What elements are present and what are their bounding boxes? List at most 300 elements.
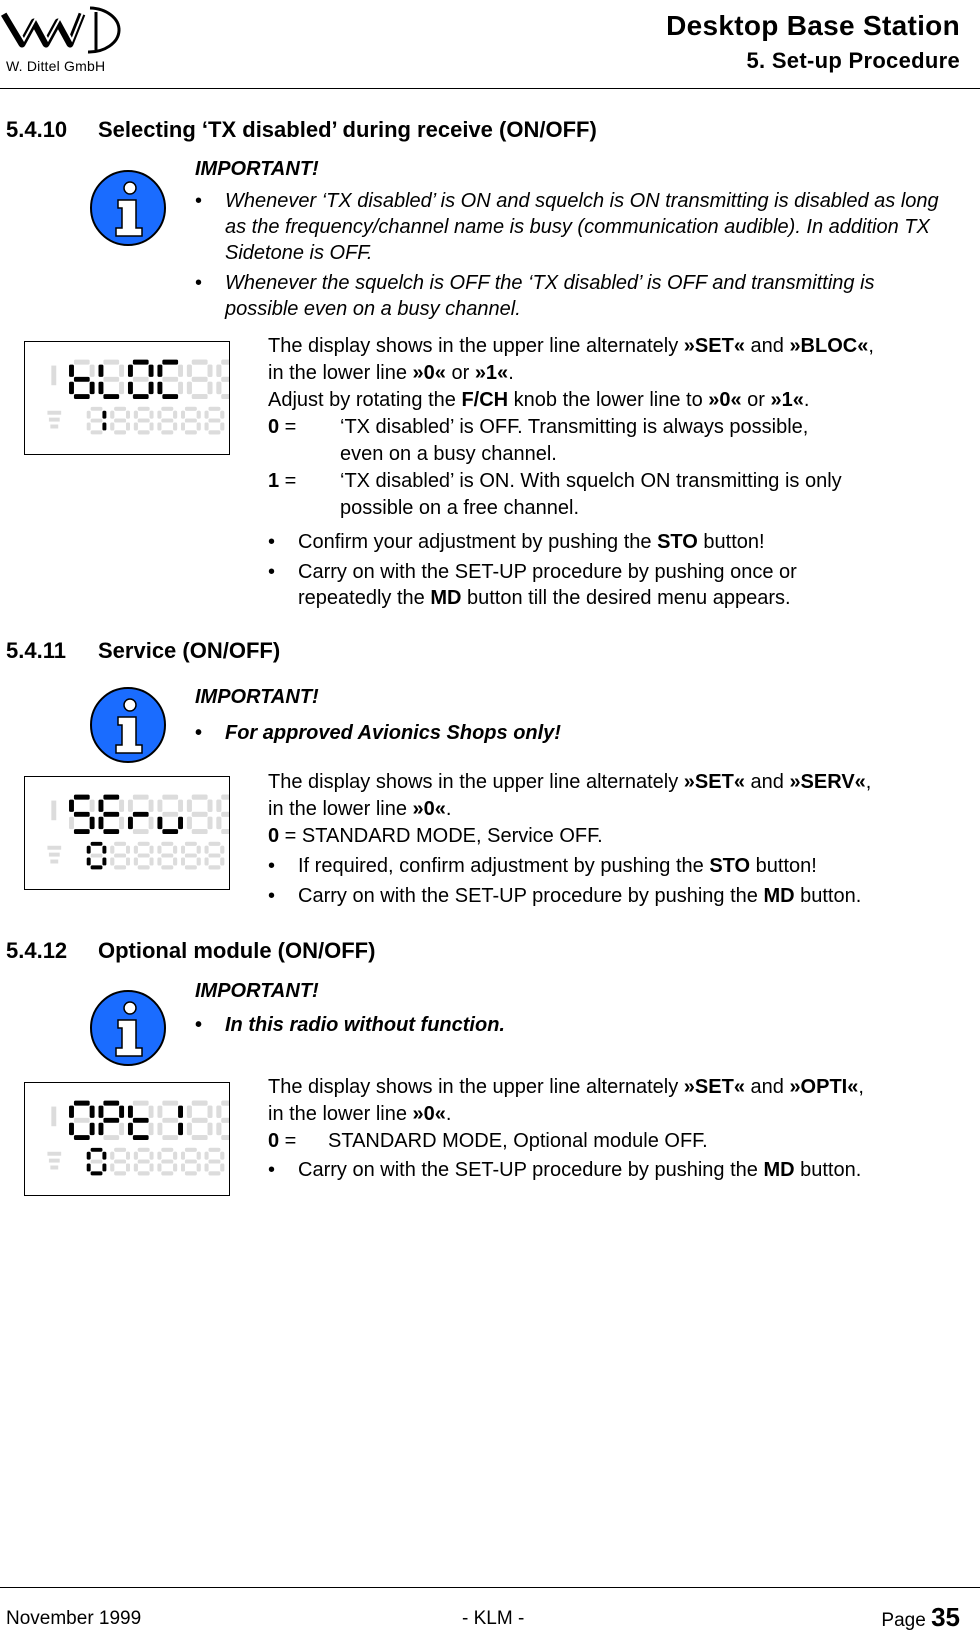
lcd-segment	[181, 858, 185, 866]
lcd-segment	[173, 858, 177, 866]
lcd-segment	[157, 382, 162, 394]
text: button till the desired menu appears.	[461, 587, 791, 609]
lcd-segment	[149, 817, 154, 829]
lcd-segment	[185, 1148, 197, 1152]
lcd-segment	[220, 1152, 224, 1160]
lcd-segment	[91, 419, 103, 423]
text: ,	[865, 771, 872, 793]
lcd-segment	[110, 423, 114, 431]
bullet-glyph: •	[195, 272, 203, 294]
lcd-segment	[126, 423, 130, 431]
lcd-segment	[103, 1135, 119, 1140]
lcd-segment	[162, 360, 178, 365]
lcd-segment	[162, 812, 178, 817]
list-item	[268, 559, 973, 613]
lcd-segment	[192, 1118, 208, 1123]
lcd-segment	[134, 846, 138, 854]
lcd-segment	[119, 365, 124, 377]
lcd-segment	[99, 382, 104, 394]
lcd-segment	[187, 800, 192, 812]
value-0: »0«	[412, 798, 446, 820]
def-key: 0	[268, 416, 280, 438]
header-rule	[0, 88, 980, 89]
text: in the lower line	[268, 362, 413, 384]
lcd-segment	[178, 365, 183, 377]
lcd-segment	[149, 800, 154, 812]
lcd-segment	[91, 430, 103, 434]
lcd-segment	[181, 411, 185, 419]
text: .	[445, 1103, 452, 1125]
lcd-segment	[138, 1171, 150, 1175]
text: and	[744, 335, 790, 357]
lcd-segment	[205, 411, 209, 419]
lcd-segment	[133, 394, 149, 399]
lcd-segment	[216, 817, 221, 829]
lcd-segment	[91, 842, 103, 846]
text: .	[803, 389, 810, 411]
lcd-segment	[187, 817, 192, 829]
lcd-segment	[157, 817, 162, 829]
value-set: »SET«	[683, 771, 745, 793]
lcd-segment	[90, 817, 95, 829]
text: .	[508, 362, 514, 384]
lcd-segment	[102, 411, 106, 419]
lcd-segment	[162, 829, 178, 834]
lcd-segment	[91, 407, 103, 411]
lcd-segment	[114, 419, 126, 423]
display-description	[268, 333, 973, 414]
footer-date: November 1999	[6, 1608, 142, 1629]
lcd-segment	[103, 829, 119, 834]
lcd-segment	[138, 419, 150, 423]
def-eq: =	[279, 1130, 297, 1152]
lcd-segment	[161, 407, 173, 411]
lcd-segment	[185, 419, 197, 423]
lcd-segment	[110, 858, 114, 866]
lcd-segment	[150, 846, 154, 854]
text: Confirm your adjustment by pushing the	[298, 531, 658, 553]
lcd-segment	[134, 1164, 138, 1172]
lcd-segment	[90, 800, 95, 812]
lcd-segment	[157, 423, 161, 431]
lcd-segment	[69, 1123, 74, 1135]
text: or	[445, 362, 475, 384]
lcd-segment	[208, 817, 213, 829]
lcd-segment	[134, 1152, 138, 1160]
lcd-indicator	[51, 1107, 56, 1127]
value-set: »SET«	[683, 335, 745, 357]
lcd-segment	[133, 795, 149, 800]
lcd-segment	[220, 1164, 224, 1172]
lcd-segment	[216, 1106, 221, 1118]
lcd-segment	[161, 419, 173, 423]
lcd-segment	[192, 795, 208, 800]
lcd-segment	[181, 1164, 185, 1172]
lcd-segment	[209, 1148, 221, 1152]
lcd-segment	[209, 419, 221, 423]
lcd-segment	[221, 360, 230, 365]
button-name: STO	[657, 531, 698, 553]
lcd-segment	[110, 1164, 114, 1172]
button-name: MD	[763, 885, 795, 907]
lcd-segment	[74, 812, 90, 817]
bullet-glyph: •	[268, 1159, 276, 1181]
lcd-segment	[150, 411, 154, 419]
lcd-segment	[133, 812, 149, 817]
lcd-segment	[99, 800, 104, 812]
knob-name: F/CH	[461, 389, 509, 411]
info-icon	[88, 168, 168, 248]
lcd-segment	[119, 382, 124, 394]
def-text: STANDARD MODE, Optional module OFF.	[328, 1130, 708, 1152]
important-label: IMPORTANT!	[195, 980, 319, 1002]
value-0: »0«	[708, 389, 742, 411]
lcd-segment	[74, 1135, 90, 1140]
lcd-segment	[173, 846, 177, 854]
def-text: = STANDARD MODE, Service OFF.	[279, 825, 603, 847]
lcd-segment	[114, 1148, 126, 1152]
lcd-segment	[173, 1152, 177, 1160]
lcd-segment	[162, 1101, 178, 1106]
lcd-display	[24, 341, 230, 455]
value-0: »0«	[412, 1103, 446, 1125]
lcd-segment	[91, 854, 103, 858]
lcd-segment	[173, 411, 177, 419]
lcd-segment	[102, 423, 106, 431]
lcd-segment	[221, 1101, 230, 1106]
definition-item	[268, 1128, 973, 1156]
lcd-segment	[103, 795, 119, 800]
bullet-glyph: •	[195, 722, 203, 744]
lcd-segment	[221, 394, 230, 399]
lcd-segment	[149, 1123, 154, 1135]
section-heading-5-4-10	[6, 117, 597, 143]
text: in the lower line	[268, 1103, 413, 1125]
lcd-segment	[74, 795, 90, 800]
lcd-segment	[74, 394, 90, 399]
text: button!	[697, 531, 765, 553]
lcd-segment	[91, 1160, 103, 1164]
lcd-segment	[102, 1164, 106, 1172]
lcd-segment	[114, 407, 126, 411]
important-label: IMPORTANT!	[195, 158, 319, 180]
page-number	[881, 1602, 960, 1633]
lcd-segment	[161, 865, 173, 869]
text: in the lower line	[268, 798, 413, 820]
value-set: »SET«	[683, 1076, 745, 1098]
lcd-segment	[91, 1148, 103, 1152]
lcd-segment	[185, 407, 197, 411]
info-icon	[88, 988, 168, 1068]
lcd-segment	[126, 1164, 130, 1172]
lcd-segment	[114, 865, 126, 869]
bullet-glyph: •	[268, 561, 276, 583]
document-title: Desktop Base Station	[666, 10, 960, 41]
lcd-segment	[157, 1164, 161, 1172]
display-description	[268, 1074, 973, 1128]
lcd-segment	[103, 1118, 119, 1123]
lcd-segment	[205, 846, 209, 854]
section-heading-5-4-11	[6, 638, 280, 664]
lcd-segment	[197, 846, 201, 854]
lcd-segment	[185, 854, 197, 858]
lcd-segment	[192, 812, 208, 817]
lcd-segment	[133, 1101, 149, 1106]
value-1: »1«	[770, 389, 804, 411]
lcd-segment	[134, 411, 138, 419]
bullet-glyph: •	[268, 885, 276, 907]
chapter-title: 5. Set-up Procedure	[746, 48, 960, 73]
lcd-indicator	[51, 366, 56, 386]
lcd-signal-bar	[50, 1166, 58, 1170]
lcd-segment	[157, 1123, 162, 1135]
lcd-segment	[91, 865, 103, 869]
lcd-segment	[162, 1118, 178, 1123]
definition-item	[268, 414, 973, 468]
lcd-segment	[128, 382, 133, 394]
lcd-segment	[216, 1123, 221, 1135]
lcd-segment	[69, 365, 74, 377]
bullet-glyph: •	[268, 855, 276, 877]
def-text: ‘TX disabled’ is OFF. Transmitting is always possible,	[340, 416, 809, 438]
lcd-segment	[208, 382, 213, 394]
lcd-segment	[87, 1164, 91, 1172]
lcd-segment	[87, 411, 91, 419]
text: Carry on with the SET-UP procedure by pushing the	[298, 885, 764, 907]
lcd-segment	[138, 407, 150, 411]
lcd-segment	[126, 411, 130, 419]
lcd-segment	[162, 377, 178, 382]
text: ,	[868, 335, 874, 357]
text: The display shows in the upper line alternately	[268, 335, 684, 357]
lcd-segment	[99, 365, 104, 377]
lcd-segment	[99, 1123, 104, 1135]
lcd-segment	[74, 360, 90, 365]
lcd-segment	[102, 846, 106, 854]
lcd-segment	[205, 858, 209, 866]
lcd-segment	[205, 423, 209, 431]
footer-rule	[0, 1587, 980, 1588]
def-eq: =	[279, 470, 297, 492]
lcd-segment	[114, 1171, 126, 1175]
value-bloc: »BLOC«	[789, 335, 869, 357]
lcd-segment	[181, 846, 185, 854]
lcd-segment	[138, 865, 150, 869]
lcd-segment	[197, 411, 201, 419]
lcd-segment	[216, 382, 221, 394]
lcd-segment	[185, 865, 197, 869]
lcd-segment	[74, 377, 90, 382]
lcd-segment	[149, 365, 154, 377]
lcd-segment	[157, 846, 161, 854]
lcd-segment	[162, 394, 178, 399]
lcd-segment	[138, 430, 150, 434]
lcd-segment	[209, 1171, 221, 1175]
lcd-segment	[209, 1160, 221, 1164]
lcd-segment	[221, 1118, 230, 1123]
list-item	[268, 1157, 973, 1185]
lcd-segment	[87, 846, 91, 854]
section-number: 5.4.12	[6, 938, 68, 963]
lcd-segment	[150, 858, 154, 866]
lcd-signal-bar	[49, 853, 60, 857]
lcd-segment	[102, 1152, 106, 1160]
lcd-segment	[209, 842, 221, 846]
definition-item	[268, 468, 973, 522]
lcd-segment	[192, 394, 208, 399]
lcd-segment	[220, 858, 224, 866]
lcd-segment	[99, 1106, 104, 1118]
lcd-segment	[138, 842, 150, 846]
lcd-segment	[197, 1164, 201, 1172]
lcd-segment	[208, 800, 213, 812]
text: The display shows in the upper line alternately	[268, 1076, 684, 1098]
value-0: »0«	[412, 362, 446, 384]
lcd-segment	[69, 382, 74, 394]
text: or	[741, 389, 771, 411]
note-text: Whenever ‘TX disabled’ is ON and squelch is ON transmitting is disabled as long as the frequency/channel name is busy (communication audible). In addition TX Sidetone is OFF.	[225, 190, 939, 264]
lcd-segment	[192, 829, 208, 834]
lcd-segment	[114, 854, 126, 858]
lcd-segment	[128, 1123, 133, 1135]
lcd-segment	[187, 1123, 192, 1135]
def-text: ‘TX disabled’ is ON. With squelch ON transmitting is only	[340, 470, 842, 492]
note-text: Whenever the squelch is OFF the ‘TX disabled’ is OFF and transmitting is possible even on a busy channel.	[225, 272, 875, 320]
lcd-segment	[185, 842, 197, 846]
lcd-segment	[178, 1106, 183, 1118]
section-title: Optional module (ON/OFF)	[98, 938, 376, 963]
value-opti: »OPTI«	[789, 1076, 859, 1098]
lcd-signal-bar	[47, 846, 61, 850]
note-text: In this radio without function.	[225, 1014, 505, 1036]
lcd-segment	[181, 1152, 185, 1160]
text: Adjust by rotating the	[268, 389, 462, 411]
lcd-signal-bar	[50, 860, 58, 864]
lcd-segment	[221, 829, 230, 834]
lcd-segment	[161, 842, 173, 846]
lcd-display	[24, 1082, 230, 1196]
lcd-segment	[178, 1123, 183, 1135]
lcd-segment	[220, 846, 224, 854]
note-item	[195, 270, 975, 324]
lcd-segment	[197, 858, 201, 866]
lcd-segment	[178, 817, 183, 829]
text: and	[744, 1076, 790, 1098]
note-text: For approved Avionics Shops only!	[225, 722, 561, 744]
lcd-segment	[114, 1160, 126, 1164]
lcd-segment	[87, 858, 91, 866]
lcd-segment	[110, 1152, 114, 1160]
lcd-segment	[102, 858, 106, 866]
list-item	[268, 883, 973, 911]
lcd-segment	[185, 1160, 197, 1164]
lcd-segment	[119, 800, 124, 812]
lcd-segment	[133, 1135, 149, 1140]
lcd-segment	[103, 812, 119, 817]
def-key: 0	[268, 825, 280, 847]
lcd-segment	[74, 1101, 90, 1106]
lcd-segment	[128, 365, 133, 377]
bullet-glyph: •	[195, 1014, 203, 1036]
def-key: 1	[268, 470, 280, 492]
lcd-signal-bar	[47, 1152, 61, 1156]
lcd-segment	[209, 407, 221, 411]
lcd-segment	[69, 800, 74, 812]
lcd-segment	[187, 382, 192, 394]
lcd-segment	[128, 800, 133, 812]
lcd-segment	[150, 423, 154, 431]
section-heading-5-4-12	[6, 938, 375, 964]
lcd-display	[24, 776, 230, 890]
lcd-segment	[161, 430, 173, 434]
lcd-segment	[208, 1106, 213, 1118]
lcd-segment	[128, 1106, 133, 1118]
text: Carry on with the SET-UP procedure by pushing the	[298, 1159, 764, 1181]
lcd-segment	[74, 829, 90, 834]
lcd-segment	[185, 1171, 197, 1175]
button-name: MD	[763, 1159, 795, 1181]
lcd-segment	[221, 795, 230, 800]
lcd-segment	[181, 423, 185, 431]
lcd-segment	[205, 1164, 209, 1172]
lcd-segment	[157, 365, 162, 377]
lcd-segment	[149, 1106, 154, 1118]
lcd-segment	[221, 1135, 230, 1140]
lcd-segment	[69, 1106, 74, 1118]
lcd-segment	[69, 817, 74, 829]
lcd-segment	[150, 1164, 154, 1172]
lcd-segment	[205, 1152, 209, 1160]
lcd-segment	[138, 1160, 150, 1164]
lcd-segment	[161, 854, 173, 858]
bullet-glyph: •	[268, 531, 276, 553]
button-name: MD	[430, 587, 462, 609]
lcd-segment	[90, 1106, 95, 1118]
section-title: Selecting ‘TX disabled’ during receive (ON/OFF)	[98, 117, 597, 142]
lcd-segment	[197, 1152, 201, 1160]
lcd-segment	[119, 1123, 124, 1135]
lcd-segment	[192, 377, 208, 382]
lcd-segment	[157, 800, 162, 812]
section-number: 5.4.10	[6, 117, 68, 142]
lcd-segment	[161, 1160, 173, 1164]
lcd-signal-bar	[49, 1159, 60, 1163]
lcd-segment	[157, 1106, 162, 1118]
lcd-segment	[119, 1106, 124, 1118]
lcd-segment	[173, 1164, 177, 1172]
lcd-segment	[138, 854, 150, 858]
lcd-segment	[197, 423, 201, 431]
def-key: 0	[268, 1130, 280, 1152]
lcd-segment	[187, 365, 192, 377]
lcd-segment	[209, 854, 221, 858]
important-label: IMPORTANT!	[195, 686, 319, 708]
company-name: W. Dittel GmbH	[6, 58, 106, 74]
info-icon	[88, 685, 168, 765]
def-text: even on a busy channel.	[340, 443, 557, 465]
page-number-value: 35	[931, 1602, 960, 1632]
lcd-segment	[133, 1118, 149, 1123]
lcd-segment	[90, 1123, 95, 1135]
lcd-segment	[138, 1148, 150, 1152]
lcd-segment	[178, 800, 183, 812]
lcd-segment	[126, 858, 130, 866]
lcd-segment	[103, 377, 119, 382]
lcd-segment	[216, 800, 221, 812]
lcd-segment	[216, 365, 221, 377]
lcd-segment	[133, 377, 149, 382]
lcd-segment	[87, 1152, 91, 1160]
